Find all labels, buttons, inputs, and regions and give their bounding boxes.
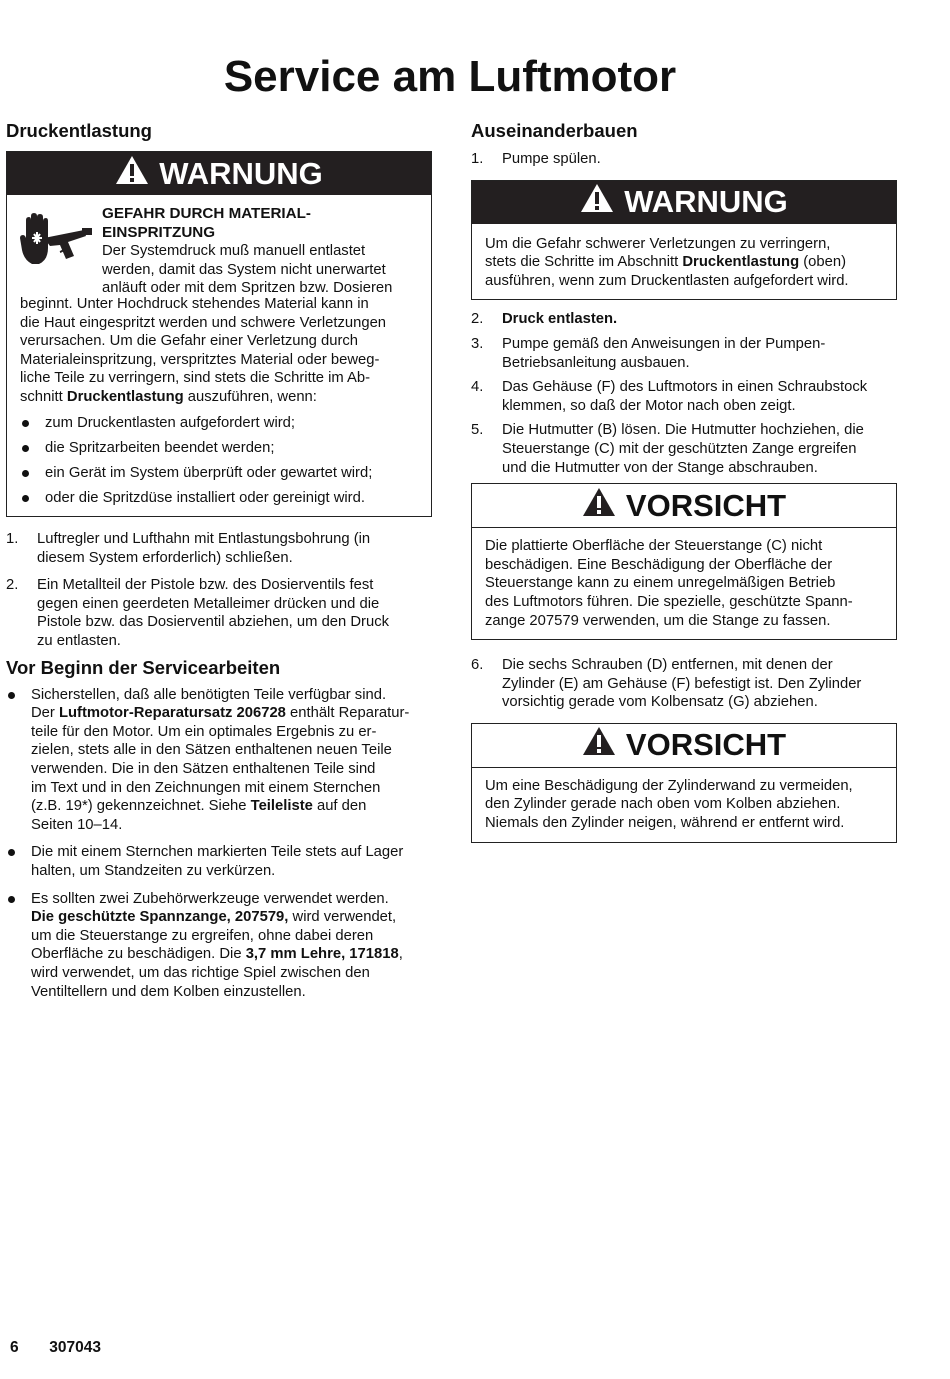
page-title: Service am Luftmotor [223,52,677,101]
warning-text-line: werden, damit das System nicht unerwartet [102,261,386,278]
warning-body: Um die Gefahr schwerer Verletzungen zu verringern, stets die Schritte im Abschnitt Druckentlastung (oben) ausführen, wenn zum Druckentlasten aufgefordert wird. [485,235,849,289]
warning-triangle-icon [580,183,614,221]
left-column [6,120,432,1001]
list-item: zum Druckentlasten aufgefordert wird; [20,414,418,433]
list-item: die Spritzarbeiten beendet werden; [20,439,418,458]
list-item: 3. Pumpe gemäß den Anweisungen in der Pumpen- Betriebsanleitung ausbauen. [471,335,826,371]
list-item: ein Gerät im System überprüft oder gewartet wird; [20,464,418,483]
section-heading-vor-beginn: Vor Beginn der Servicearbeiten [6,656,281,678]
list-item: Die mit einem Sternchen markierten Teile stets auf Lager halten, um Standzeiten zu verkürzen. [6,843,432,880]
disassembly-steps [471,310,897,477]
disassembly-step-1 [471,150,897,169]
caution-body: Die plattierte Oberfläche der Steuerstange (C) nicht beschädigen. Eine Beschädigung der Oberfläche der Steuerstange kann zu einem unregelmäßigen Betrieb des Luftmotors führen. Die spezielle, geschützte Spann- zange 207579 verwenden, um die Stange zu fassen. [485,538,853,629]
caution-header [472,724,896,768]
page-footer [10,1339,101,1357]
warning-text-line: verursachen. Um die Gefahr einer Verletzung durch [20,333,359,350]
caution-label: VORSICHT [625,487,787,523]
warning-text-line: schnitt Druckentlastung auszuführen, wenn: [20,388,317,405]
list-item: 1. Luftregler und Lufthahn mit Entlastungsbohrung (in diesem System erforderlich) schließen. [6,531,371,566]
caution-body: Um eine Beschädigung der Zylinderwand zu vermeiden, den Zylinder gerade nach oben vom Kolben abziehen. Niemals den Zylinder neigen, während er entfernt wird. [485,777,853,832]
caution-triangle-icon [582,726,616,764]
document-number: 307043 [49,1339,101,1356]
pressure-relief-steps [6,530,432,651]
warning-bullet-list [20,414,418,508]
list-item: 6. Die sechs Schrauben (D) entfernen, mit denen der Zylinder (E) am Gehäuse (F) befestigt ist. Den Zylinder vorsichtig gerade vom Kolbensatz (G) abziehen. [471,657,862,711]
hazard-title-line: EINSPRITZUNG [102,224,216,241]
warning-box-disassembly [471,180,897,301]
warning-text-line: liche Teile zu verringern, sind stets die Schritte im Ab- [20,370,371,387]
warning-text-line: beginnt. Unter Hochdruck stehendes Material kann in [20,296,369,312]
caution-triangle-icon [582,487,616,525]
list-item: Sicherstellen, daß alle benötigten Teile verfügbar sind. Der Luftmotor-Reparatursatz 206728 enthält Reparatur- teile für den Motor. Um ein optimales Ergebnis zu er- zielen, stets alle in den Sätzen enthaltenen neuen Teile verwenden. Die in den Sätzen enthaltenen Teile sind im Text und in den Zeichnungen mit einem Sternchen (z.B. 19*) gekennzeichnet. Siehe Teileliste auf den Seiten 10–14. [6,686,432,835]
list-item: 5. Die Hutmutter (B) lösen. Die Hutmutter hochziehen, die Steuerstange (C) mit der geschützten Zange ergreifen und die Hutmutter von der Stange abschrauben. [471,422,864,476]
warning-body [7,195,431,516]
preparation-bullet-list [6,686,432,1002]
caution-box-cylinder [471,723,897,843]
hazard-title-line: GEFAHR DURCH MATERIAL- [102,205,311,222]
list-item: Es sollten zwei Zubehörwerkzeuge verwendet werden. Die geschützte Spannzange, 207579, wird verwendet, um die Steuerstange zu ergreifen, ohne dabei deren Oberfläche zu beschädigen. Die 3,7 mm Lehre, 171818, wird verwendet, um das richtige Spiel zwischen den Ventiltellern und dem Kolben einzustellen. [6,890,432,1002]
warning-text-line: Materialeinspritzung, verspritztes Material oder beweg- [20,351,380,368]
caution-label: VORSICHT [625,727,787,763]
list-item: 4. Das Gehäuse (F) des Luftmotors in einen Schraubstock klemmen, so daß der Motor nach oben zeigt. [471,379,868,414]
warning-box-pressure [6,151,432,517]
warning-header [7,152,431,195]
page-number: 6 [10,1339,19,1356]
caution-box-rod [471,483,897,640]
disassembly-step-6 [471,656,897,712]
list-item: oder die Spritzdüse installiert oder gereinigt wird. [20,489,418,508]
warning-text-line: anläuft oder mit dem Spritzen bzw. Dosieren [102,280,393,297]
warning-triangle-icon [115,155,149,193]
section-heading-druckentlastung: Druckentlastung [6,120,152,141]
warning-text-line: die Haut eingespritzt werden und schwere Verletzungen [20,314,387,331]
section-heading-auseinanderbauen: Auseinanderbauen [471,120,638,141]
hand-injection-hazard-icon [20,212,95,272]
list-item: 1. Pumpe spülen. [471,151,601,167]
list-item: 2. Ein Metallteil der Pistole bzw. des Dosierventils fest gegen einen geerdeten Metalleimer drücken und die Pistole bzw. das Dosierventil abziehen, um den Druck zu entlasten. [6,577,390,650]
warning-label: WARNUNG [624,184,788,220]
right-column [471,120,897,843]
warning-text-line: Der Systemdruck muß manuell entlastet [102,243,366,259]
warning-label: WARNUNG [159,155,323,191]
warning-header [472,181,896,224]
caution-header [472,484,896,528]
list-item: 2. Druck entlasten. [471,311,618,328]
